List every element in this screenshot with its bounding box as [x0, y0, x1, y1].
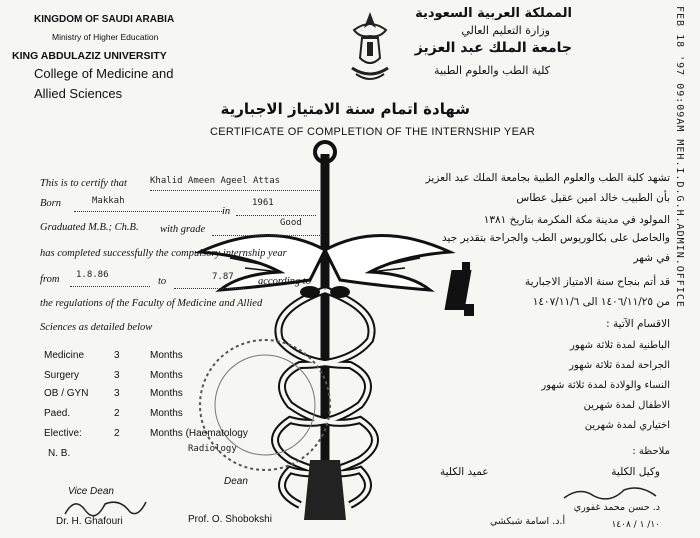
from-label: from — [40, 274, 60, 285]
rotation-months: 3 — [114, 388, 120, 399]
vice-dean-name: Dr. H. Ghafouri — [56, 516, 123, 527]
rotation-months: 3 — [114, 370, 120, 381]
kingdom-ar: المملكة العربية السعودية — [415, 6, 572, 21]
scan-mark — [464, 304, 474, 316]
ar-rotation-3: النساء والولادة لمدة ثلاثة شهور — [541, 380, 670, 391]
in-label: in — [222, 206, 231, 217]
official-stamp-icon — [190, 330, 340, 480]
sciences-label: Sciences as detailed below — [40, 322, 153, 333]
ar-line-4: والحاصل على بكالوريوس الطب والجراحة بتقدير جيد — [442, 232, 670, 244]
graduated-label: Graduated M.B.; Ch.B. — [40, 222, 139, 233]
ar-line-3: المولود في مدينة مكة المكرمة بتاريخ ١٣٨١ — [483, 214, 670, 226]
ar-rotation-2: الجراحة لمدة ثلاثة شهور — [569, 360, 670, 371]
dean-label: Dean — [224, 476, 248, 487]
from-date: 1.8.86 — [76, 270, 109, 280]
scan-mark — [462, 262, 470, 272]
university-en: KING ABDULAZIZ UNIVERSITY — [12, 50, 167, 62]
ar-notes: ملاحظة : — [632, 446, 670, 457]
college-en-line2: Allied Sciences — [34, 86, 123, 101]
ar-line-8: الاقسام الآتية : — [606, 318, 670, 330]
ar-line-6: قد أتم بنجاح سنة الامتياز الاجبارية — [524, 276, 670, 288]
elective-second: Radiology — [188, 444, 237, 454]
regulations-label: the regulations of the Faculty of Medicine and Allied — [40, 298, 263, 309]
ar-rotation-1: الباطنية لمدة ثلاثة شهور — [570, 340, 670, 351]
vice-dean-label: Vice Dean — [68, 486, 114, 497]
completed-label: has completed successfully the compulsory internship year — [40, 248, 287, 259]
nb-label: N. B. — [48, 448, 71, 459]
rotation-dept: Surgery — [44, 370, 80, 381]
rotation-dept: Medicine — [44, 350, 85, 361]
certify-label: This is to certify that — [40, 178, 127, 189]
ar-vice-label: وكيل الكلية — [611, 466, 660, 478]
college-en-line1: College of Medicine and — [34, 66, 174, 81]
ar-line-7: من ١٤٠٦/١١/٢٥ الى ١٤٠٧/١١/٦ — [532, 296, 670, 308]
ministry-ar: وزارة التعليم العالي — [461, 24, 550, 37]
college-ar: كلية الطب والعلوم الطبية — [434, 64, 550, 77]
rotation-dept: Elective: — [44, 428, 82, 439]
ar-line-2: بأن الطبيب خالد امين عقيل عطاس — [516, 192, 670, 204]
born-label: Born — [40, 198, 61, 209]
born-year: 1961 — [252, 198, 274, 208]
rotation-unit: Months — [150, 388, 183, 399]
rotation-unit: Months — [150, 370, 183, 381]
ministry-en: Ministry of Higher Education — [52, 32, 159, 42]
rotation-dept: Paed. — [44, 408, 71, 419]
to-date: 7.87 — [212, 272, 234, 282]
rotation-months: 2 — [114, 428, 120, 439]
ar-line-5: في شهر — [633, 252, 670, 264]
grade-label: with grade — [160, 224, 206, 235]
rotation-months: 3 — [114, 350, 120, 361]
recipient-name: Khalid Ameen Ageel Attas — [150, 176, 281, 186]
dean-name: Prof. O. Shobokshi — [188, 514, 272, 525]
rotation-unit: Months — [150, 350, 183, 361]
ar-date: ١٠/ ١ / ١٤٠٨ — [611, 520, 660, 530]
university-ar: جامعة الملك عبد العزيز — [414, 40, 572, 56]
to-label: to — [158, 276, 167, 287]
rotation-dept: OB / GYN — [44, 388, 89, 399]
ar-dean-label: عميد الكلية — [440, 466, 489, 478]
ar-rotation-5: اختياري لمدة شهرين — [584, 420, 670, 431]
born-place: Makkah — [92, 196, 125, 206]
ar-rotation-4: الاطفال لمدة شهرين — [583, 400, 670, 411]
university-emblem-icon — [340, 8, 400, 88]
ar-line-1: تشهد كلية الطب والعلوم الطبية بجامعة الملك عبد العزيز — [425, 172, 670, 184]
ar-vice-name: د. حسن محمد غفوري — [573, 502, 660, 513]
fax-header: FEB 18 '97 09:09AM MEH.I.D.G.H.ADMIN.OFFICE — [674, 6, 685, 308]
grade-value: Good — [280, 218, 302, 228]
title-ar: شهادة اتمام سنة الامتياز الاجبارية — [220, 100, 470, 118]
rotation-unit: Months (Haematology — [150, 428, 248, 439]
according-label: according to — [258, 276, 311, 287]
title-en: CERTIFICATE OF COMPLETION OF THE INTERNSHIP YEAR — [210, 126, 536, 138]
rotation-unit: Months — [150, 408, 183, 419]
rotation-months: 2 — [114, 408, 120, 419]
kingdom-en: KINGDOM OF SAUDI ARABIA — [34, 14, 175, 25]
ar-dean-name: أ.د. اسامة شبكشي — [490, 516, 566, 527]
